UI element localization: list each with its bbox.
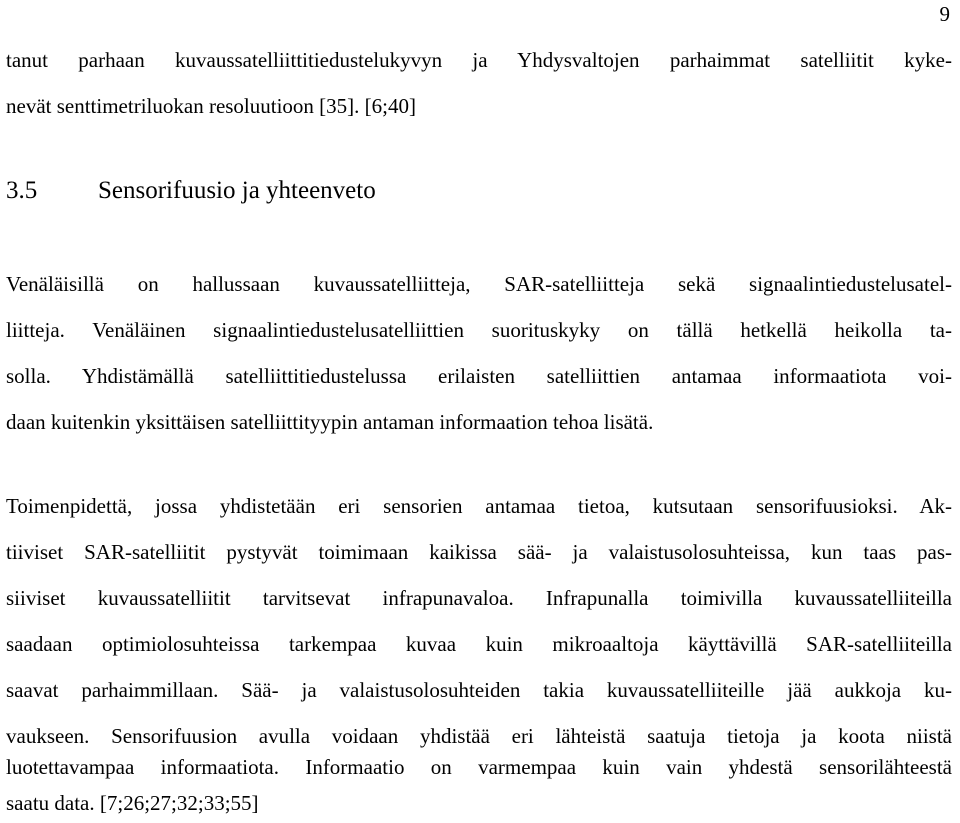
section-title: Sensorifuusio ja yhteenveto <box>98 177 376 204</box>
paragraph-line: Venäläisillä on hallussaan kuvaussatelliitteja, SAR-satelliitteja sekä signaalintiedustelusatel- <box>6 272 952 296</box>
section-heading <box>6 176 376 206</box>
paragraph-line: daan kuitenkin yksittäisen satelliittityypin antaman informaation tehoa lisätä. <box>6 410 654 434</box>
intro-line: nevät senttimetriluokan resoluutioon [35]. [6;40] <box>6 94 416 118</box>
intro-line: tanut parhaan kuvaussatelliittitiedustelukyvyn ja Yhdysvaltojen parhaimmat satelliitit kyke- <box>6 48 952 72</box>
paragraph-line: saatu data. [7;26;27;32;33;55] <box>6 791 259 815</box>
page-number: 9 <box>939 2 950 26</box>
paragraph-line: saavat parhaimmillaan. Sää- ja valaistusolosuhteiden takia kuvaussatelliiteille jää aukkoja ku- <box>6 678 952 702</box>
paragraph-line: vaukseen. Sensorifuusion avulla voidaan yhdistää eri lähteistä saatuja tietoja ja koota niistä <box>6 724 952 748</box>
section-number: 3.5 <box>6 177 38 204</box>
paragraph-line: liitteja. Venäläinen signaalintiedustelusatelliittien suorituskyky on tällä hetkellä heikolla ta- <box>6 318 952 342</box>
paragraph-line: luotettavampaa informaatiota. Informaatio on varmempaa kuin vain yhdestä sensorilähteestä <box>6 755 952 779</box>
paragraph-line: Toimenpidettä, jossa yhdistetään eri sensorien antamaa tietoa, kutsutaan sensorifuusioksi. Ak- <box>6 494 952 518</box>
paragraph-line: solla. Yhdistämällä satelliittitiedustelussa erilaisten satelliittien antamaa informaatiota voi- <box>6 364 952 388</box>
paragraph-line: tiiviset SAR-satelliitit pystyvät toimimaan kaikissa sää- ja valaistusolosuhteissa, kun taas pas- <box>6 540 952 564</box>
paragraph-line: saadaan optimiolosuhteissa tarkempaa kuvaa kuin mikroaaltoja käyttävillä SAR-satelliiteilla <box>6 632 952 656</box>
paragraph-line: siiviset kuvaussatelliitit tarvitsevat infrapunavaloa. Infrapunalla toimivilla kuvaussatelliiteilla <box>6 586 952 610</box>
